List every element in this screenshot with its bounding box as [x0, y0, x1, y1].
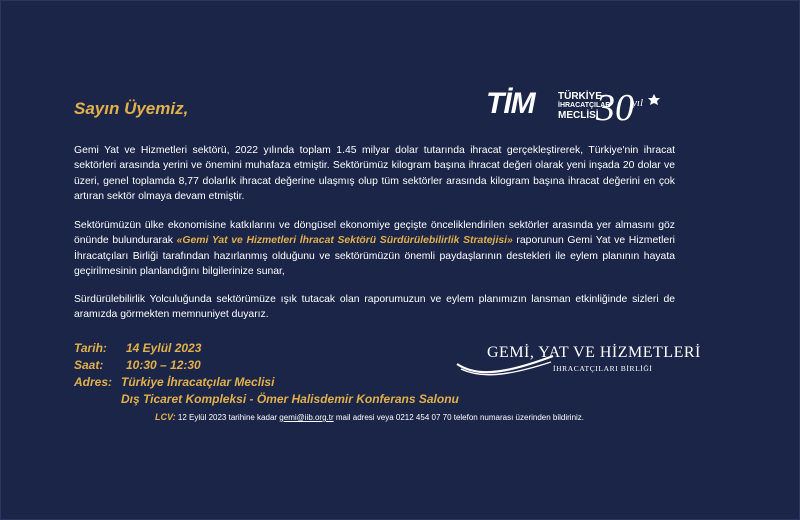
anniversary-30-icon	[596, 84, 666, 126]
anniversary-word: yıl	[632, 97, 643, 109]
gemi-yat-logo	[455, 342, 701, 382]
address-line2: Dış Ticaret Kompleksi - Ömer Halisdemir Konferans Salonu	[121, 392, 459, 406]
gemi-logo-subtitle: İHRACATÇILARI BİRLİĞİ	[553, 364, 653, 373]
paragraph-strategy	[74, 218, 675, 280]
greeting: Sayın Üyemiz,	[74, 99, 189, 118]
time-value: 10:30 – 12:30	[126, 358, 201, 372]
tim-logo-line3: MECLİSİ	[558, 110, 599, 121]
time-label: Saat:	[74, 358, 104, 372]
tim-logo-line1: TÜRKİYE	[558, 91, 602, 102]
address-label: Adres:	[74, 375, 113, 389]
paragraph-strategy-rest: raporunun Gemi Yat ve Hizmetleri İhracatçıları Birliği tarafından hazırlanmış olduğunu ve sektörümüzün önemli paydaşlarının destekleri ile eylem planının hayata geçirilmesinin planlandığını bilgilerinize sunar,	[74, 235, 675, 278]
paragraph-strategy-intro: Sektörümüzün ülke ekonomisine katkılarını ve döngüsel ekonomiye geçişte önceliklendirilen sektörler arasında yer almasını göz önünde bulundurarak	[74, 220, 675, 247]
strategy-title: «Gemi Yat ve Hizmetleri İhracat Sektörü Sürdürülebilirlik Stratejisi»	[176, 235, 513, 247]
tim-logo-line2: İHRACATÇILAR	[558, 102, 611, 109]
rsvp-note	[155, 412, 584, 422]
paragraph-invitation: Sürdürülebilirlik Yolculuğunda sektörümüze ışık tutacak olan raporumuzun ve eylem planımızın lansman etkinliğinde sizleri de aramızda görmekten memnuniyet duyarız.	[74, 294, 675, 321]
date-label: Tarih:	[74, 341, 107, 355]
rsvp-label: LCV:	[155, 412, 176, 422]
anniversary-number: 30	[596, 87, 634, 126]
tim-logo	[486, 84, 666, 126]
date-value: 14 Eylül 2023	[126, 341, 202, 355]
rsvp-email-link[interactable]: gemi@iib.org.tr	[279, 413, 334, 422]
rsvp-text-before: 12 Eylül 2023 tarihine kadar	[175, 413, 280, 422]
rsvp-text-after: mail adresi veya 0212 454 07 70 telefon numarası üzerinden bildiriniz.	[333, 413, 585, 422]
gemi-logo-title: GEMİ, YAT VE HİZMETLERİ	[487, 344, 701, 361]
tim-logo-mark: TİM	[486, 87, 535, 120]
paragraph-export-figures: Gemi Yat ve Hizmetleri sektörü, 2022 yılında toplam 1.45 milyar dolar tutarında ihracat gerçekleştirerek, Türkiye'nin ihracat sektörleri arasında yerini ve önemini muhafaza etmiştir. Sektörümüz kilogram başına ihracat değeri olarak yeni inşada 20 dolar ve üzeri, genel toplamda 8,77 dolarlık ihracat değerine ulaşmış olup tüm sektörler arasında kilogram başına ihracat değerini en çok artıran sektör olmaya devam etmiştir.	[74, 145, 675, 203]
address-line1: Türkiye İhracatçılar Meclisi	[121, 375, 275, 389]
